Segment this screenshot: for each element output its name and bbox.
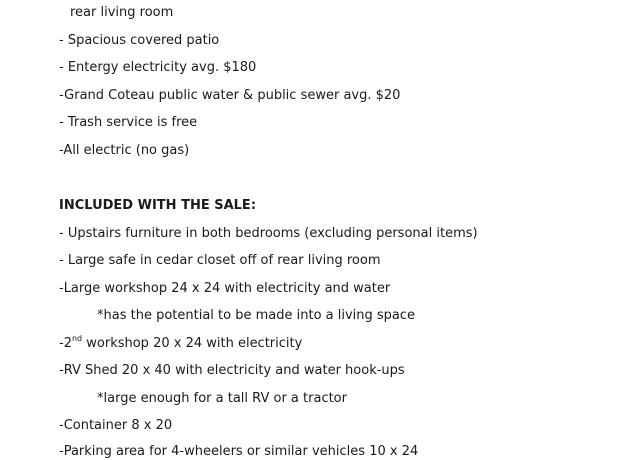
included-item-parking-area: -Parking area for 4-wheelers or similar vehicles 10 x 24 (59, 444, 419, 459)
text-line-water-sewer: -Grand Coteau public water & public sewer avg. $20 (59, 88, 401, 103)
included-item-second-workshop (59, 333, 303, 352)
second-workshop-rest: workshop 20 x 24 with electricity (82, 336, 303, 351)
included-item-furniture: - Upstairs furniture in both bedrooms (excluding personal items) (59, 226, 478, 241)
second-workshop-prefix: -2 (59, 336, 72, 351)
section-heading-included: INCLUDED WITH THE SALE: (59, 198, 257, 213)
included-item-large-workshop: -Large workshop 24 x 24 with electricity and water (59, 281, 391, 296)
text-line-trash: - Trash service is free (59, 115, 198, 130)
included-item-safe: - Large safe in cedar closet off of rear living room (59, 253, 381, 268)
text-line-electricity: - Entergy electricity avg. $180 (59, 60, 257, 75)
second-workshop-superscript: nd (71, 333, 83, 343)
included-note-living-space: *has the potential to be made into a living space (97, 308, 416, 323)
text-line-covered-patio: - Spacious covered patio (59, 33, 220, 48)
text-line-all-electric: -All electric (no gas) (59, 143, 190, 158)
included-item-rv-shed: -RV Shed 20 x 40 with electricity and water hook-ups (59, 363, 405, 378)
text-line-rear-living-room: rear living room (70, 5, 174, 20)
included-item-container: -Container 8 x 20 (59, 418, 173, 433)
included-note-rv-tractor: *large enough for a tall RV or a tractor (97, 391, 347, 406)
